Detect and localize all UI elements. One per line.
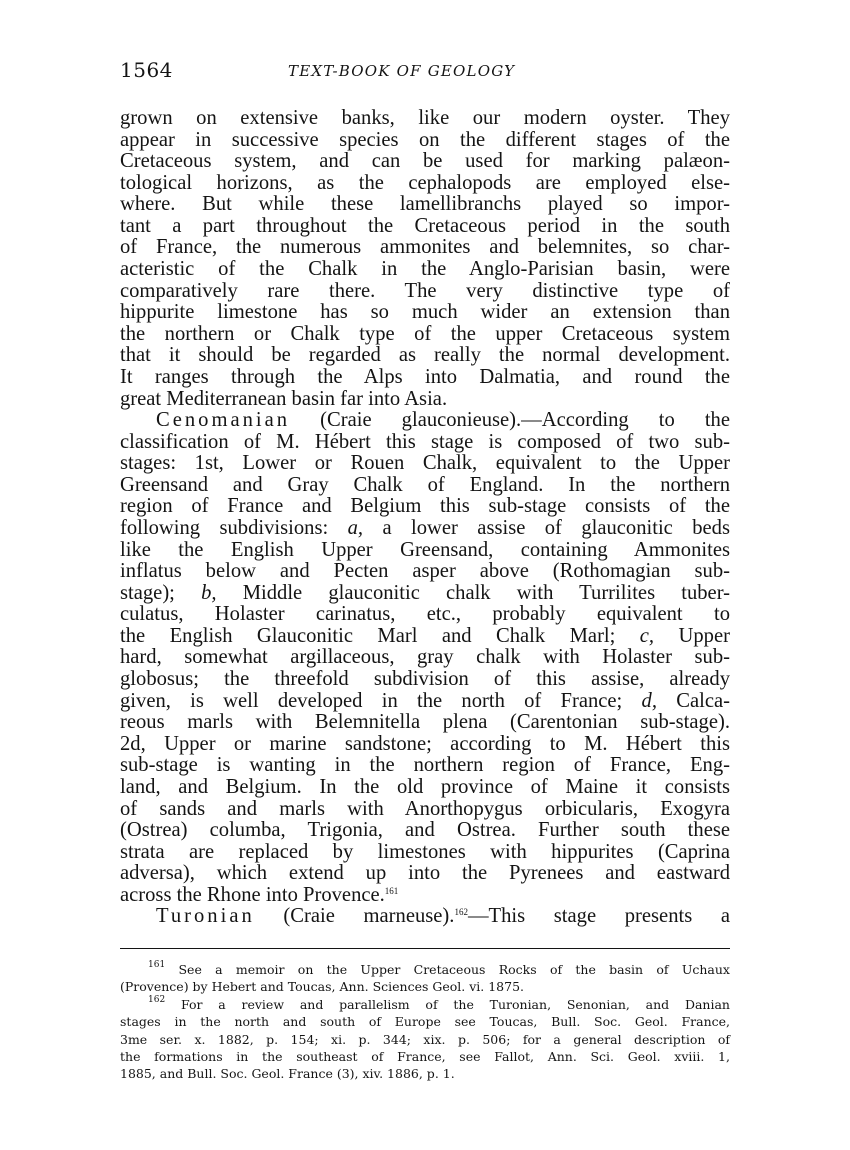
running-title: TEXT-BOOK OF GEOLOGY xyxy=(288,62,516,80)
footnote-text: See a memoir on the Upper Cretaceous Rocks of the basin of Uchaux xyxy=(178,962,730,977)
footnote-162 xyxy=(120,996,730,1013)
footnote-divider xyxy=(120,948,730,949)
text-line: comparatively rare there. The very distinctive type of xyxy=(120,279,730,302)
text-line: that it should be regarded as really the normal development. xyxy=(120,344,730,367)
text-span: across the Rhone into Provence. xyxy=(120,883,385,906)
text-span: (Craie marneuse). xyxy=(283,905,455,928)
text-line: appear in successive species on the different stages of the xyxy=(120,128,730,151)
text-line: great Mediterranean basin far into Asia. xyxy=(120,387,448,410)
footnote-text: (Provence) by Hebert and Toucas, Ann. Sciences Geol. vi. 1875. xyxy=(120,979,525,995)
text-line: like the English Upper Greensand, containing Ammonites xyxy=(120,538,730,561)
text-line: region of France and Belgium this sub-stage consists of the xyxy=(120,495,730,518)
text-line: strata are replaced by limestones with hippurites (Caprina xyxy=(120,840,730,863)
footnote-text: For a review and parallelism of the Turonian, Senonian, and Danian xyxy=(180,996,730,1012)
text-span: a lower assise of glauconitic beds xyxy=(382,516,730,539)
list-marker: b, xyxy=(201,581,217,604)
text-line: classification of M. Hébert this stage is composed of two sub- xyxy=(120,430,730,453)
text-line: 2d, Upper or marine sandstone; according to M. Hébert this xyxy=(120,732,730,755)
text-line: acteristic of the Chalk in the Anglo-Parisian basin, were xyxy=(120,258,730,281)
text-line: hippurite limestone has so much wider an extension than xyxy=(120,301,730,324)
text-line: stages: 1st, Lower or Rouen Chalk, equivalent to the Upper xyxy=(120,452,730,475)
list-marker: a, xyxy=(347,516,364,539)
text-line xyxy=(120,583,730,605)
text-line xyxy=(120,518,730,540)
text-span: given, is well developed in the north of France; xyxy=(120,689,623,712)
page-header xyxy=(120,58,730,88)
text-line: tant a part throughout the Cretaceous period in the south xyxy=(120,214,730,237)
footnote-number: 162 xyxy=(148,994,166,1005)
page-number: 1564 xyxy=(120,58,173,82)
text-line: of France, the numerous ammonites and belemnites, so char- xyxy=(120,236,730,259)
text-line: of sands and marls with Anorthopygus orbicularis, Exogyra xyxy=(120,797,730,820)
text-line: the northern or Chalk type of the upper Cretaceous system xyxy=(120,322,730,345)
text-line: adversa), which extend up into the Pyrenees and eastward xyxy=(120,862,730,885)
text-line xyxy=(120,626,730,648)
text-line xyxy=(120,885,730,907)
text-span: stage); xyxy=(120,581,175,604)
footnote-text: the formations in the southeast of France, see Fallot, Ann. Sci. Geol. xviii. 1, xyxy=(120,1048,730,1064)
book-page xyxy=(120,58,731,1082)
text-line xyxy=(120,691,730,713)
text-span: Upper xyxy=(678,624,730,647)
footnote-text: 3me ser. x. 1882, p. 154; xi. p. 344; xix. p. 506; for a general description of xyxy=(120,1031,730,1047)
text-line: sub-stage is wanting in the northern region of France, Eng- xyxy=(120,754,730,777)
section-title-cenomanian: Cenomanian xyxy=(156,409,291,432)
footnote-ref-162[interactable]: 162 xyxy=(454,907,468,918)
section-heading-line xyxy=(120,906,730,928)
footnote-text: stages in the north and south of Europe see Toucas, Bull. Soc. Geol. France, xyxy=(120,1014,730,1030)
text-line: Greensand and Gray Chalk of England. In the northern xyxy=(120,473,730,496)
list-marker: c, xyxy=(639,624,655,647)
text-line: inflatus below and Pecten asper above (Rothomagian sub- xyxy=(120,560,730,583)
text-line: culatus, Holaster carinatus, etc., probably equivalent to xyxy=(120,603,730,626)
text-span: (Craie glauconieuse).—According to the xyxy=(320,409,730,432)
footnote-number: 161 xyxy=(148,960,166,970)
section-title-turonian: Turonian xyxy=(156,905,255,928)
footnote-161 xyxy=(120,961,730,978)
footnote-text: 1885, and Bull. Soc. Geol. France (3), xiv. 1886, p. 1. xyxy=(120,1066,455,1082)
text-line: land, and Belgium. In the old province of Maine it consists xyxy=(120,775,730,798)
text-span: Calca- xyxy=(676,689,730,712)
text-line: tological horizons, as the cephalopods are employed else- xyxy=(120,171,730,194)
text-line: It ranges through the Alps into Dalmatia, and round the xyxy=(120,365,730,388)
text-line: grown on extensive banks, like our modern oyster. They xyxy=(120,107,730,129)
footnote-ref-161[interactable]: 161 xyxy=(384,885,399,896)
text-line: Cretaceous system, and can be used for marking palæon- xyxy=(120,150,730,173)
text-span: following subdivisions: xyxy=(120,516,329,539)
text-span: Middle glauconitic chalk with Turrilites tuber- xyxy=(242,581,731,604)
text-line: hard, somewhat argillaceous, gray chalk with Holaster sub- xyxy=(120,646,730,669)
body-text xyxy=(120,108,730,928)
section-heading-line xyxy=(120,410,730,432)
text-line: globosus; the threefold subdivision of this assise, already xyxy=(120,668,730,691)
list-marker: d, xyxy=(641,689,657,712)
text-line: reous marls with Belemnitella plena (Carentonian sub-stage). xyxy=(120,711,730,734)
text-span: the English Glauconitic Marl and Chalk Marl; xyxy=(120,624,616,647)
footnotes xyxy=(120,961,730,1083)
text-span: —This stage presents a xyxy=(467,905,731,928)
text-line: (Ostrea) columba, Trigonia, and Ostrea. Further south these xyxy=(120,819,730,842)
text-line: where. But while these lamellibranchs played so impor- xyxy=(120,193,730,216)
